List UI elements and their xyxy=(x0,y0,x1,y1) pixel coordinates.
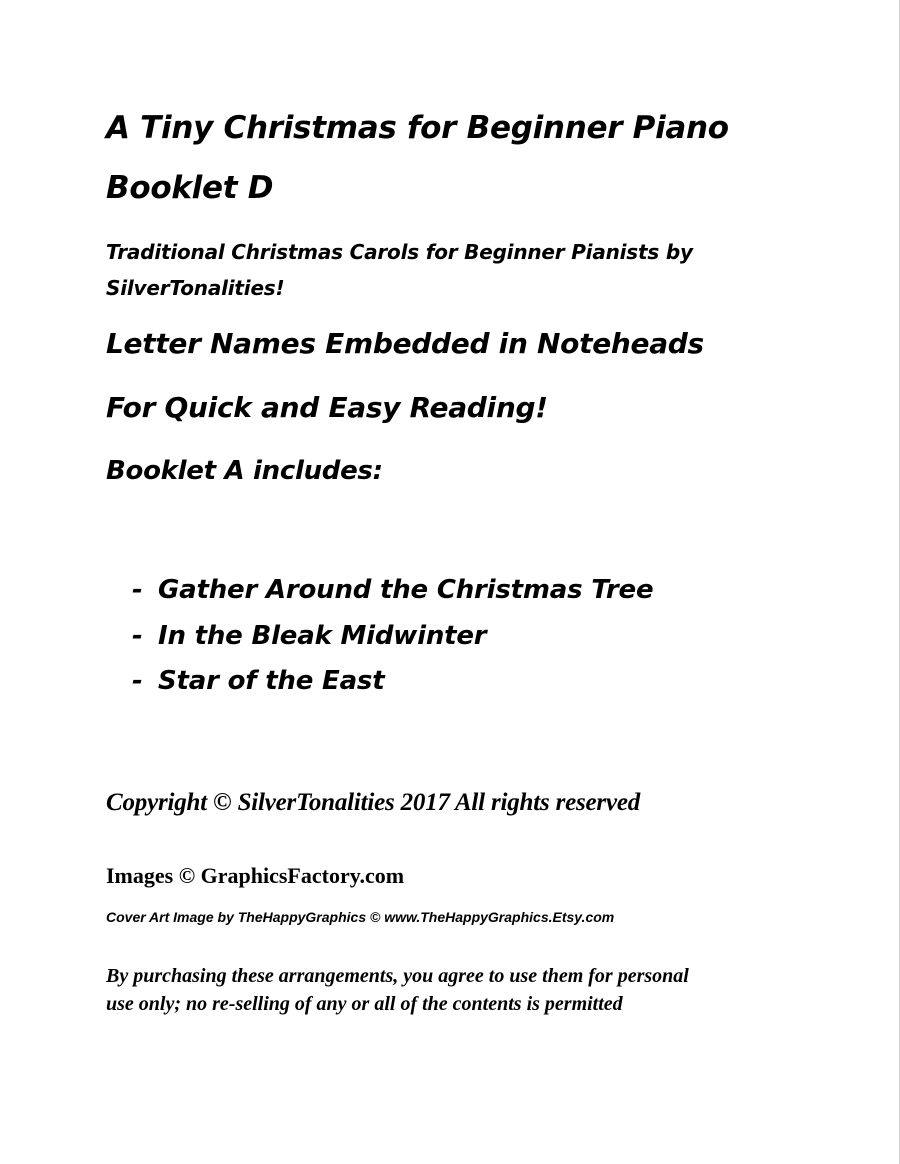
song-title: In the Bleak Midwinter xyxy=(158,621,487,651)
cover-art-credit: Cover Art Image by TheHappyGraphics © www.TheHappyGraphics.Etsy.com xyxy=(106,909,615,925)
images-credit: Images © GraphicsFactory.com xyxy=(106,863,405,888)
list-dash: - xyxy=(132,666,143,696)
list-item xyxy=(132,621,486,651)
includes-heading: Booklet A includes: xyxy=(106,456,383,486)
list-item xyxy=(132,666,384,696)
subtitle-line-2: SilverTonalities! xyxy=(106,276,285,300)
feature-line-1: Letter Names Embedded in Noteheads xyxy=(106,327,704,360)
song-title: Gather Around the Christmas Tree xyxy=(158,575,654,605)
list-dash: - xyxy=(132,575,143,605)
title-line-2: Booklet D xyxy=(106,170,274,206)
song-title: Star of the East xyxy=(158,666,385,696)
title-line-1: A Tiny Christmas for Beginner Piano xyxy=(106,110,729,146)
usage-notice-line-2: use only; no re-selling of any or all of the contents is permitted xyxy=(106,993,623,1015)
list-item xyxy=(132,575,653,605)
usage-notice-line-1: By purchasing these arrangements, you agree to use them for personal xyxy=(106,965,689,987)
list-dash: - xyxy=(132,621,143,651)
copyright-notice: Copyright © SilverTonalities 2017 All rights reserved xyxy=(106,789,641,816)
subtitle-line-1: Traditional Christmas Carols for Beginner Pianists by xyxy=(106,240,693,264)
feature-line-2: For Quick and Easy Reading! xyxy=(106,391,548,424)
